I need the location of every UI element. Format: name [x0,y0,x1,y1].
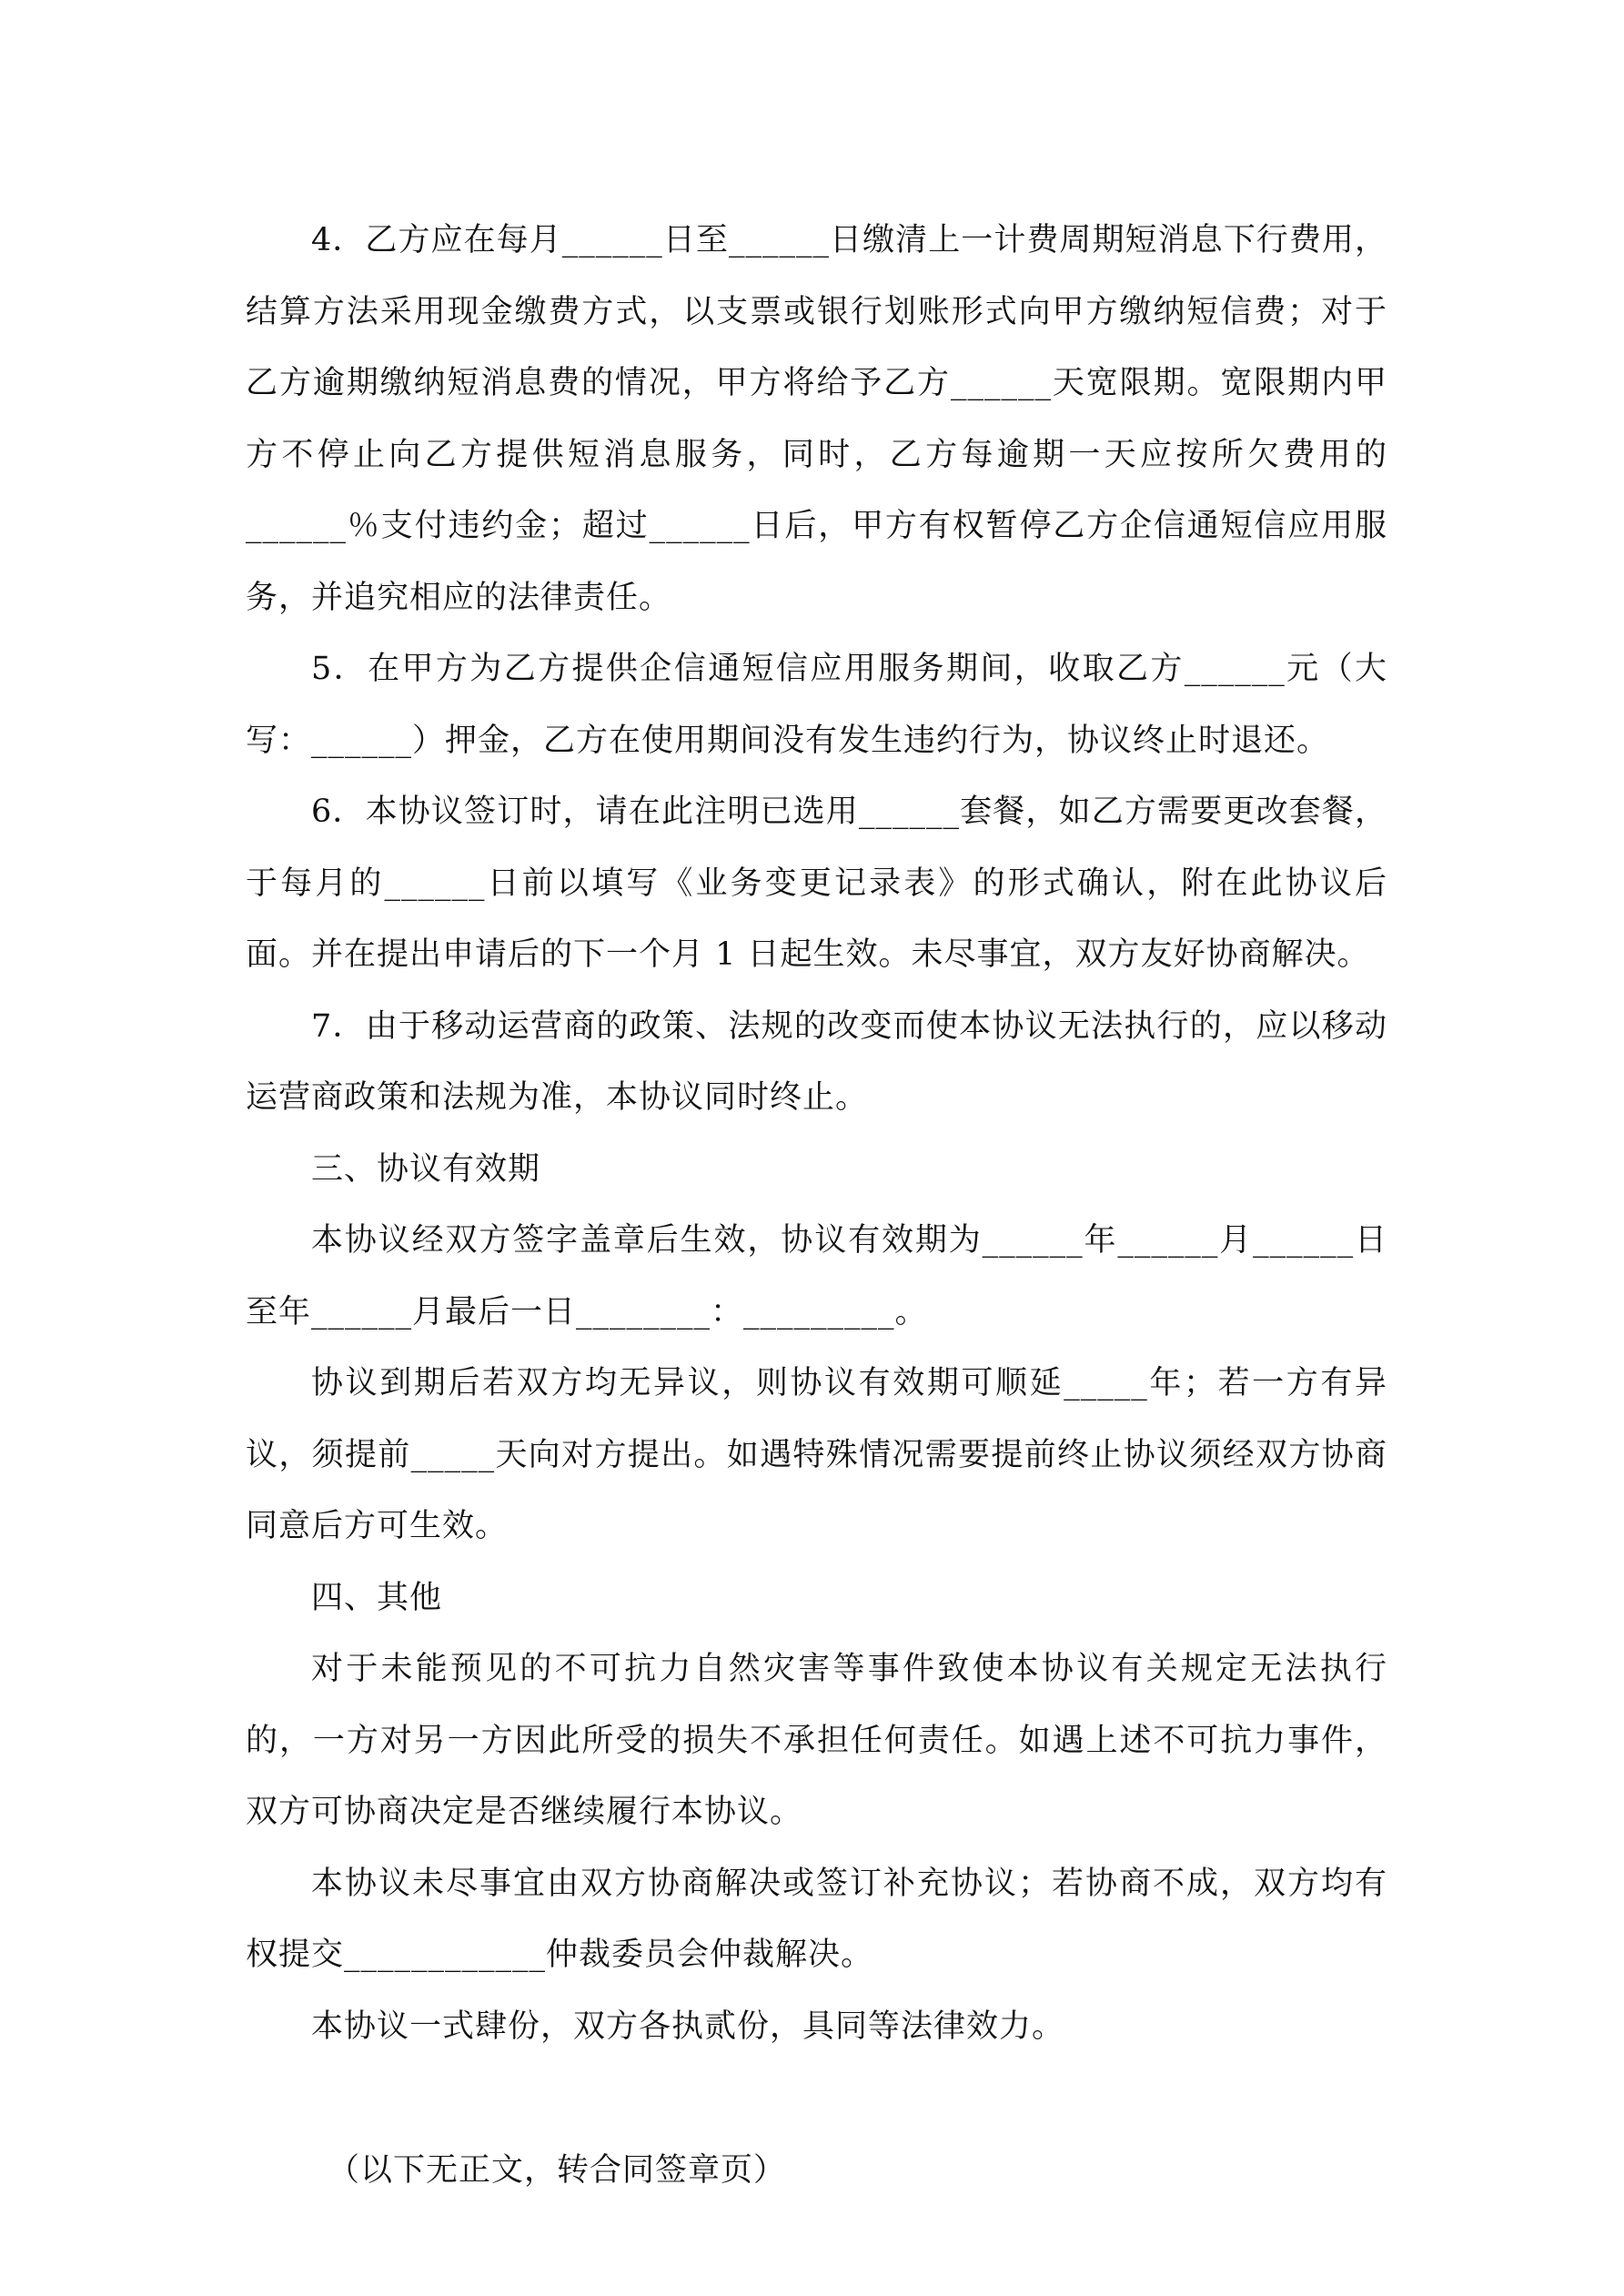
arbitration-paragraph: 本协议未尽事宜由双方协商解决或签订补充协议；若协商不成，双方均有权提交____________仲裁委员会仲裁解决。 [246,1865,1387,1973]
clause-4-payment: 4．乙方应在每月______日至______日缴清上一计费周期短消息下行费用，结算方法采用现金缴费方式，以支票或银行划账形式向甲方缴纳短信费；对于乙方逾期缴纳短消息费的情况，甲方将给予乙方______天宽限期。宽限期内甲方不停止向乙方提供短消息服务，同时，乙方每逾期一天应按所欠费用的______％支付违约金；超过______日后，甲方有权暂停乙方企信通短信应用服务，并追究相应的法律责任。 [246,222,1387,616]
copies-paragraph: 本协议一式肆份，双方各执贰份，具同等法律效力。 [311,2008,1065,2045]
clause-6-package: 6．本协议签订时，请在此注明已选用______套餐，如乙方需要更改套餐，于每月的______日前以填写《业务变更记录表》的形式确认，附在此协议后面。并在提出申请后的下一个月 1 日起生效。未尽事宜，双方友好协商解决。 [246,794,1387,973]
section-heading-validity: 三、协议有效期 [311,1150,541,1188]
closing-note: （以下无正文，转合同签章页） [328,2152,787,2189]
force-majeure-paragraph: 对于未能预见的不可抗力自然灾害等事件致使本协议有关规定无法执行的，一方对另一方因此所受的损失不承担任何责任。如遇上述不可抗力事件，双方可协商决定是否继续履行本协议。 [246,1651,1387,1830]
section-heading-other: 四、其他 [311,1579,443,1616]
clause-5-deposit: 5．在甲方为乙方提供企信通短信应用服务期间，收取乙方______元（大写：______）押金，乙方在使用期间没有发生违约行为，协议终止时退还。 [246,651,1387,759]
validity-period-paragraph: 本协议经双方签字盖章后生效，协议有效期为______年______月______日至年______月最后一日________：_________。 [246,1222,1387,1330]
clause-7-policy: 7．由于移动运营商的政策、法规的改变而使本协议无法执行的，应以移动运营商政策和法规为准，本协议同时终止。 [246,1007,1387,1116]
document-body [246,205,1387,2207]
renewal-paragraph: 协议到期后若双方均无异议，则协议有效期可顺延_____年；若一方有异议，须提前_____天向对方提出。如遇特殊情况需要提前终止协议须经双方协商同意后方可生效。 [246,1365,1387,1544]
spacer [246,2062,1387,2135]
